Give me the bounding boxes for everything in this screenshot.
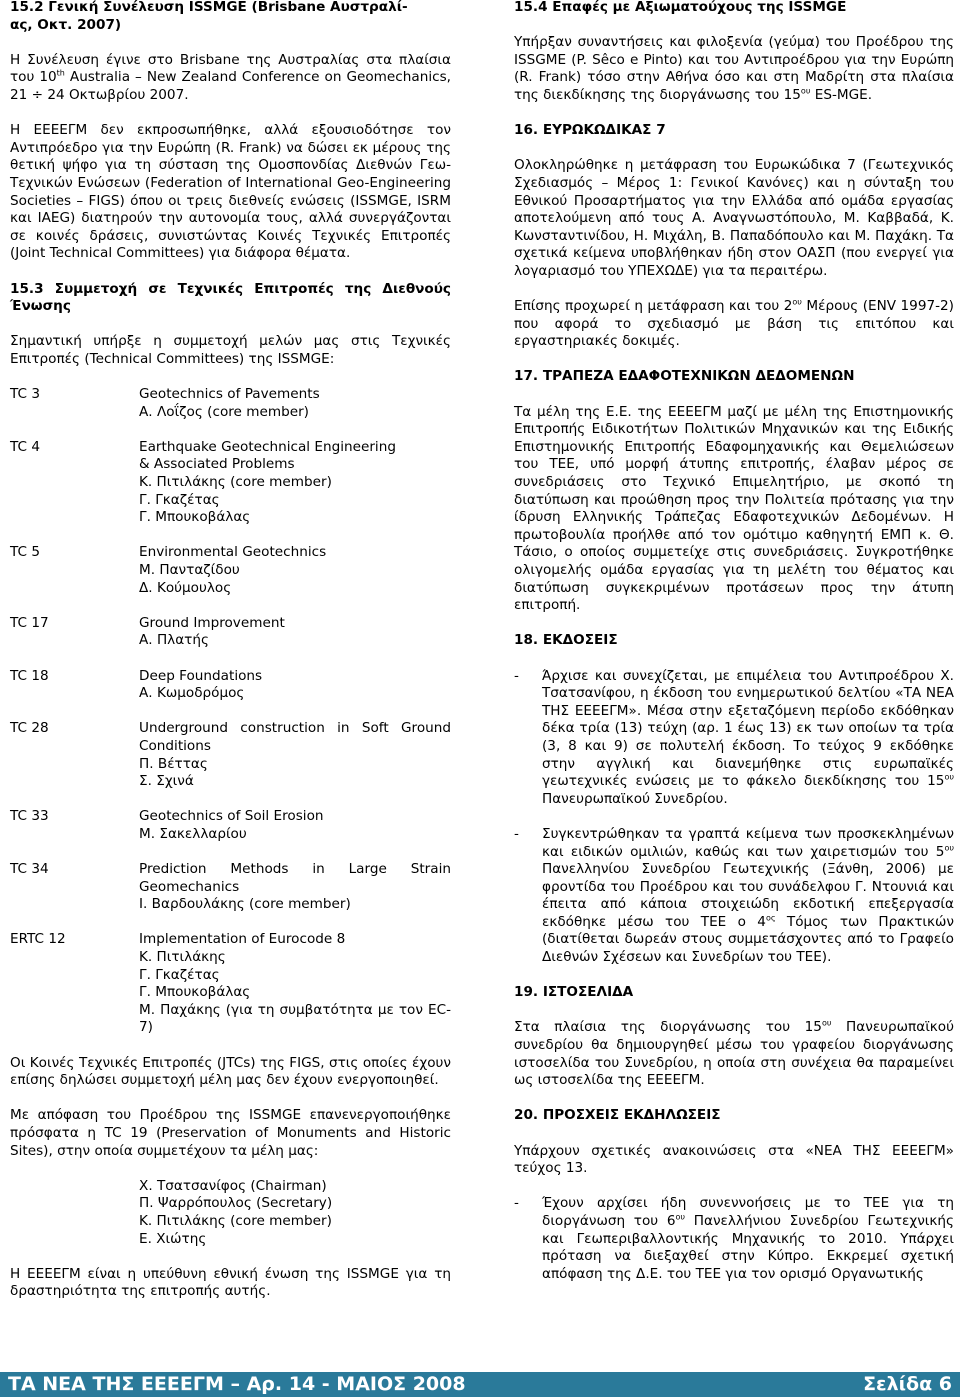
committee-row [10, 861, 451, 914]
left-column [10, 0, 451, 1301]
tc19-member-list [10, 1178, 451, 1248]
committee-details [139, 544, 451, 597]
committee-code: TC 4 [10, 438, 40, 455]
committee-details [139, 615, 451, 650]
committee-code: ERTC 12 [10, 931, 66, 948]
committee-member: Δ. Κούμουλος [139, 579, 232, 596]
committee-member: Μ. Πανταζίδου [139, 562, 240, 578]
committee-title: Geotechnics of Pavements [139, 386, 320, 403]
committee-member: Μ. Παχάκης (για τη συμβατότητα με τον EC-7) [139, 1001, 451, 1036]
committee-details [139, 386, 451, 421]
list-item: - Συγκεντρώθηκαν τα γραπτά κείμενα των προσκεκλημένων και ειδικών ομιλιών, καθώς και των χαιρετισμών του $5^{o\upsilon}$ Πανελληνίου Συνεδρίου Γεωτεχνικής (Ξάνθη, 2006) με φροντίδα του Προέδρου και του συνάδελφου Γ. Ντουνιά και έπειτα από κάποια στοιχειώδη εκδοτική επεξεργασία εκδόθηκε μέσω του ΤΕΕ ο $4^{o\varsigma}$ Τόμος των Πρακτικών (διατίθεται δωρεάν στους συμμετάσχοντες από το Γραφείο Διεθνών Σχέσεων και Συνεδρίων του ΤΕΕ). [514, 825, 954, 966]
committee-member: Μ. Σακελλαρίου [139, 825, 247, 842]
committee-member: Κ. Πιτιλάκης (core member) [139, 474, 332, 491]
tc19-member: Χ. Τσατσανίφος (Chairman) [139, 1177, 327, 1194]
paragraph-eurocode-part2: Επίσης προχωρεί η μετάφραση και του $2^{o\upsilon}$ Μέρους (ENV 1997-2) που αφορά το σχεδιασμό με βάση τις επιτόπου και εργαστηριακές δοκιμές. [514, 297, 954, 350]
paragraph-tc-intro: Σημαντική υπήρξε η συμμετοχή μελών μας στις Τεχνικές Επιτροπές (Technical Committees) της ISSMGE: [10, 333, 451, 367]
committee-member: Γ. Μπουκοβάλας [139, 984, 251, 1001]
committee-title: Geotechnics of Soil Erosion [139, 808, 324, 825]
committee-details [139, 931, 451, 1037]
committee-code: TC 17 [10, 614, 49, 631]
committee-title: Earthquake Geotechnical Engineering [139, 438, 396, 455]
committee-code: TC 34 [10, 861, 49, 878]
section-15-3-title: 15.3 Συμμετοχή σε Τεχνικές Επιτροπές της Διεθνούς Ένωσης [10, 280, 451, 315]
list-item: - Έχουν αρχίσει ήδη συνεννοήσεις με το ΤΕΕ για τη διοργάνωση του $6^{o\upsilon}$ Πανελλήνιου Συνεδρίου Γεωτεχνικής και Γεωπεριβαλλοντικής Μηχανικής το 2010. Υπάρχει πρόταση να διεξαχθεί στην Κύπρο. Εκκρεμεί σχετική απόφαση της Δ.Ε. του ΤΕΕ για τον ορισμό Οργανωτικής [514, 1195, 954, 1282]
committee-details [139, 720, 451, 790]
committee-row [10, 808, 451, 843]
committee-row [10, 544, 451, 597]
committee-code: TC 3 [10, 386, 40, 403]
committee-title: Deep Foundations [139, 667, 263, 684]
committee-member: Α. Λοΐζος (core member) [139, 403, 309, 420]
committee-list [10, 386, 451, 1055]
tc19-member: Κ. Πιτιλάκης (core member) [139, 1212, 332, 1229]
page-footer [0, 1372, 960, 1397]
committee-row [10, 668, 451, 703]
section-16-title: 16. ΕΥΡΩΚΩΔΙΚΑΣ 7 [514, 122, 666, 139]
committee-row [10, 615, 451, 650]
paragraph-figs: Η ΕΕΕΕΓΜ δεν εκπροσωπήθηκε, αλλά εξουσιοδότησε τον Αντιπρόεδρο για την Ευρώπη (R. Frank) να δώσει εκ μέρους της θετική ψήφο για τη σύσταση της Ομοσπονδίας Διεθνών Γεω-Τεχνικών Ενώσεων (Federation of International Geo-Engineering Societies – FIGS) όπου οι τρεις διεθνείς ενώσεις (ISSMGE, ISRM και IAEG) διατηρούν την αυτονομία τους, αλλά συνεργάζονται σε κοινές δράσεις, συνιστώντας Κοινές Τεχνικές Επιτροπές (Joint Technical Committees) για διάφορα θέματα. [10, 122, 451, 262]
committee-code: TC 5 [10, 544, 40, 561]
section-20-title: 20. ΠΡΟΣΧΕΙΣ ΕΚΔΗΛΩΣΕΙΣ [514, 1107, 721, 1124]
paragraph-conference: Η Συνέλευση έγινε στο Brisbane της Αυστραλίας στα πλαίσια του 10th Australia – New Zealand Conference on Geomechanics, 21 ÷ 24 Οκτωβρίου 2007. [10, 51, 451, 103]
footer-publication: ΤΑ ΝΕΑ ΤΗΣ ΕΕΕΕΓΜ – Αρ. 14 - ΜΑΙΟΣ 2008 [8, 1373, 466, 1395]
committee-code: TC 18 [10, 667, 49, 684]
tc19-member: Π. Ψαρρόπουλος (Secretary) [139, 1195, 333, 1212]
committee-member: Κ. Πιτιλάκης [139, 949, 226, 966]
committee-member: Α. Κωμοδρόμος [139, 685, 245, 702]
right-column [514, 0, 954, 1283]
committee-member: Γ. Γκαζέτας [139, 491, 220, 508]
section-17-title: 17. ΤΡΑΠΕΖΑ ΕΔΑΦΟΤΕΧΝΙΚΩΝ ΔΕΔΟΜΕΝΩΝ [514, 368, 855, 385]
committee-member: Σ. Σχινά [139, 773, 194, 790]
committee-details [139, 861, 451, 914]
committee-row [10, 931, 451, 1037]
committee-member: Π. Βέττας [139, 755, 208, 772]
committee-code: TC 33 [10, 808, 49, 825]
committee-member: Γ. Μπουκοβάλας [139, 509, 251, 526]
committee-member: Γ. Γκαζέτας [139, 966, 220, 983]
paragraph-contacts: Υπήρξαν συναντήσεις και φιλοξενία (γεύμα) του Προέδρου της ISSGME (P. Sêco e Pinto) και του Αντιπροέδρου για την Ευρώπη (R. Frank) τόσο στην Αθήνα όσο και στη Μαδρίτη στα πλαίσια της διεκδίκησης της διοργάνωσης του $15^{o\upsilon}$ ES-MGE. [514, 34, 954, 103]
paragraph-data-bank: Τα μέλη της Ε.Ε. της ΕΕΕΕΓΜ μαζί με μέλη της Επιστημονικής Επιτροπής Ειδικοτήτων Πολιτικών Μηχανικών και της Ειδικής Επιστημονικής Επιτροπής Εδαφομηχανικής και Θεμελιώσεων του ΤΕΕ, υπό μορφή άτυπης επιτροπής, έλαβαν μέρος σε συνεδριάσεις στο Τεχνικό Επιμελητήριο, με σκοπό τη διατύπωση και προώθηση προς την Πολιτεία πρότασης για την ίδρυση Ελληνικής Τράπεζας Εδαφοτεχνικών Δεδομένων. Η πρωτοβουλία προήλθε από τον ομότιμο καθηγητή ΕΜΠ κ. Θ. Τάσιο, ο οποίος συμμετείχε στις συνεδριάσεις. Συγκροτήθηκε ολιγομελής ομάδα εργασίας για τη μελέτη του θέματος και διατύπωση συγκεκριμένων προτάσεων προς την άτυπη επιτροπή. [514, 403, 954, 614]
committee-title: Environmental Geotechnics [139, 544, 327, 561]
section-15-2-title: 15.2 Γενική Συνέλευση ISSMGE (Brisbane Αυστραλί- ας, Οκτ. 2007) [10, 0, 408, 33]
paragraph-national: Η ΕΕΕΕΓΜ είναι η υπεύθυνη εθνική ένωση της ISSMGE για τη δραστηριότητα της επιτροπής αυτής. [10, 1265, 451, 1300]
committee-row [10, 386, 451, 421]
committee-code: TC 28 [10, 720, 49, 737]
committee-row [10, 439, 451, 527]
committee-member: Ι. Βαρδουλάκης (core member) [139, 896, 351, 913]
committee-title: Implementation of Eurocode 8 [139, 931, 346, 948]
list-item: - Άρχισε και συνεχίζεται, με επιμέλεια του Αντιπροέδρου Χ. Τσατσανίφου, η έκδοση του ενημερωτικού δελτίου «ΤΑ ΝΕΑ ΤΗΣ ΕΕΕΕΓΜ». Μέσα στην εξεταζόμενη περίοδο εκδόθηκαν δέκα τρία (13) τεύχη (αρ. 1 έως 13) εκ των οποίων τα τρία (3, 8 και 9) σε πολυτελή έκδοση. Το τεύχος 9 εκδόθηκε στην αγγλική και διανεμήθηκε στις ευρωπαϊκές γεωτεχνικές ενώσεις με το φάκελο διεκδίκησης του $15^{o\upsilon}$ Πανευρωπαϊκού Συνεδρίου. [514, 667, 954, 807]
committee-row [10, 720, 451, 790]
committee-title: Prediction Methods in Large Strain Geomechanics [139, 861, 451, 895]
section-18-title: 18. ΕΚΔΟΣΕΙΣ [514, 632, 618, 649]
paragraph-tc19: Με απόφαση του Προέδρου της ISSMGE επανενεργοποιήθηκε πρόσφατα η TC 19 (Preservation of Monuments and Historic Sites), στην οποία συμμετέχουν τα μέλη μας: [10, 1107, 451, 1159]
committee-details [139, 808, 451, 843]
paragraph-events: Υπάρχουν σχετικές ανακοινώσεις στα «ΝΕΑ ΤΗΣ ΕΕΕΕΓΜ» τεύχος 13. [514, 1142, 954, 1177]
committee-member: Α. Πλατής [139, 632, 209, 649]
committee-details [139, 668, 451, 703]
paragraph-website: Στα πλαίσια της διοργάνωσης του $15^{o\upsilon}$ Πανευρωπαϊκού συνεδρίου θα δημιουργηθεί μέσω του γραφείου διοργάνωσης ιστοσελίδα του Συνεδρίου, η οποία στη συνέχεια θα παραμείνει ως ιστοσελίδα της ΕΕΕΕΓΜ. [514, 1018, 954, 1089]
committee-title: Underground construction in Soft Ground Conditions [139, 720, 451, 754]
section-15-4-title: 15.4 Επαφές με Αξιωματούχους της ISSMGE [514, 0, 847, 15]
committee-title: Ground Improvement [139, 614, 285, 631]
paragraph-eurocode: Ολοκληρώθηκε η μετάφραση του Ευρωκώδικα 7 (Γεωτεχνικός Σχεδιασμός – Μέρος 1: Γενικοί Κανόνες) και η σύνταξη του Εθνικού Προσαρτήματος για την Ελλάδα από ομάδα εργασίας αποτελούμενη από τους Α. Αναγνωστόπουλο, Μ. Καββαδά, Κ. Κωνσταντινίδου, Η. Μιχάλη, Β. Παπαδόπουλο και Μ. Παχάκη. Τα σχετικά κείμενα υποβλήθηκαν ήδη στον ΟΑΣΠ (που ενεργεί για λογαριασμό του ΥΠΕΧΩΔΕ) για τα περαιτέρω. [514, 157, 954, 279]
committee-member: & Associated Problems [139, 456, 295, 473]
footer-page-number: Σελίδα 6 [863, 1373, 952, 1395]
tc19-member: Ε. Χιώτης [139, 1230, 207, 1247]
paragraph-jtc: Οι Κοινές Τεχνικές Επιτροπές (JTCs) της FIGS, στις οποίες έχουν επίσης δηλώσει συμμετοχή μέλη μας δεν έχουν ενεργοποιηθεί. [10, 1054, 451, 1089]
committee-details [139, 439, 451, 527]
section-19-title: 19. ΙΣΤΟΣΕΛΙΔΑ [514, 984, 634, 1001]
